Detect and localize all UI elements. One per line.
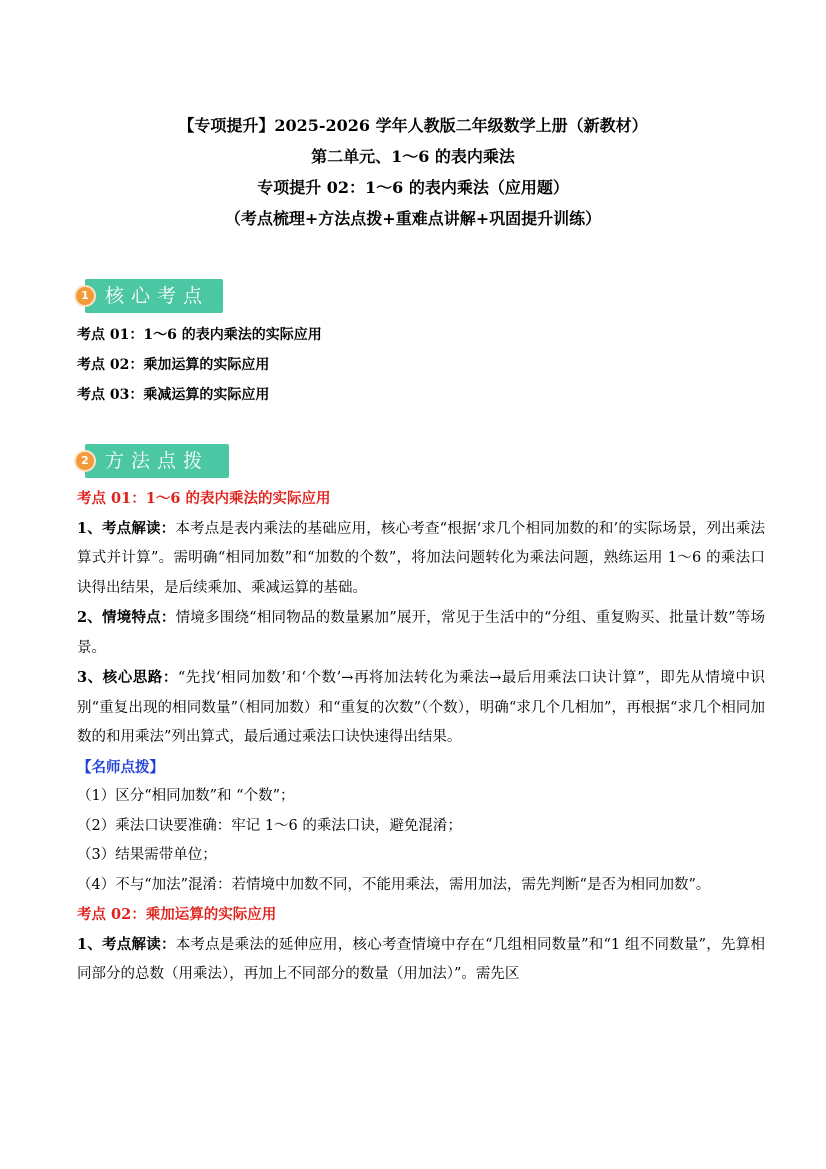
paragraph-interpretation [77,514,765,604]
title-line-1: 【专项提升】2025-2026 学年人教版二年级数学上册（新教材） [178,116,648,135]
paragraph-text: 情境多围绕“相同物品的数量累加”展开，常见于生活中的“分组、重复购买、批量计数”等场景。 [77,610,765,656]
paragraph-interpretation [77,930,765,990]
paragraph-text: 本考点是表内乘法的基础应用，核心考查“根据‘求几个相同加数的和’的实际场景，列出乘法算式并计算”。需明确“相同加数”和“加数的个数”，将加法问题转化为乘法问题，熟练运用 1～6 的乘法口诀得出结果，是后续乘加、乘减运算的基础。 [77,520,765,596]
paragraph-label: 1、考点解读： [77,519,176,537]
title-line-3: 专项提升 02：1～6 的表内乘法（应用题） [257,178,569,197]
method-content [77,484,765,990]
section-number-badge: 1 [76,287,94,305]
paragraph-text: “先找‘相同加数’和‘个数’→再将加法转化为乘法→最后用乘法口诀计算”，即先从情境中识别“重复出现的相同数量”（相同加数）和“重复的次数”（个数），明确“求几个几相加”，再根据“求几个相同加数的和用乘法”列出算式，最后通过乘法口诀快速得出结果。 [77,670,765,745]
paragraph-scenario [77,603,765,663]
core-points-list [77,320,757,410]
paragraph-text: 本考点是乘法的延伸应用，核心考查情境中存在“几组相同数量”和“1 组不同数量”，先算相同部分的总数（用乘法），再加上不同部分的数量（用加法）”。需先区 [77,936,765,982]
tip-item: （1）区分“相同加数”和 “个数”； [77,788,295,804]
title-block [0,110,826,234]
point-heading: 考点 02：乘加运算的实际应用 [77,906,277,923]
teacher-tips-heading: 【名师点拨】 [77,758,164,776]
paragraph-label: 1、考点解读： [77,935,176,953]
title-line-4: （考点梳理+方法点拨+重难点讲解+巩固提升训练） [224,209,602,228]
tip-item: （4）不与“加法”混淆：若情境中加数不同，不能用乘法，需用加法，需先判断“是否为相同加数”。 [77,876,711,893]
point-heading: 考点 01：1～6 的表内乘法的实际应用 [77,490,331,507]
paragraph-core-idea [77,663,765,753]
section-label: 核心考点 [85,279,223,313]
title-line-2: 第二单元、1～6 的表内乘法 [311,147,515,166]
tip-item: （2）乘法口诀要准确：牢记 1～6 的乘法口诀，避免混淆； [77,817,462,834]
core-point-item: 考点 03：乘减运算的实际应用 [77,387,270,403]
core-point-item: 考点 02：乘加运算的实际应用 [77,357,270,373]
section-number-badge: 2 [76,452,94,470]
section-label: 方法点拨 [85,444,229,478]
core-point-item: 考点 01：1～6 的表内乘法的实际应用 [77,327,322,343]
paragraph-label: 3、核心思路： [77,669,178,686]
paragraph-label: 2、情境特点： [77,609,176,626]
tip-item: （3）结果需带单位； [77,847,217,863]
